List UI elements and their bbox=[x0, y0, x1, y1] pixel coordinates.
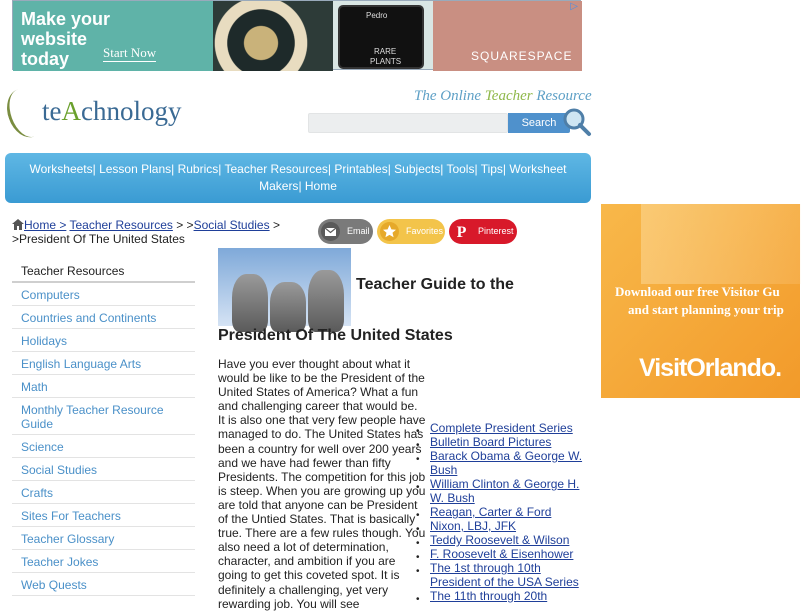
nav-item-worksheet-makers[interactable]: Worksheet Makers bbox=[259, 162, 567, 193]
list-item bbox=[430, 449, 590, 477]
sidebar-item-monthly-teacher-resource-guide[interactable]: Monthly Teacher Resource Guide bbox=[12, 398, 195, 435]
related-link[interactable]: Bulletin Board Pictures bbox=[430, 435, 552, 449]
list-item bbox=[430, 519, 590, 533]
ad-device-image bbox=[338, 5, 424, 69]
ad-brand: SQUARESPACE bbox=[471, 49, 573, 63]
breadcrumb-teacher-resources[interactable]: Teacher Resources bbox=[69, 218, 173, 232]
mount-rushmore-image bbox=[218, 248, 351, 326]
related-link[interactable]: Reagan, Carter & Ford bbox=[430, 505, 552, 519]
breadcrumb-home[interactable]: Home > bbox=[24, 218, 67, 232]
related-link[interactable]: William Clinton & George H. W. Bush bbox=[430, 477, 580, 505]
logo-text: teAchnology bbox=[42, 96, 182, 126]
search-button[interactable]: Search bbox=[508, 113, 570, 133]
ad-artwork bbox=[213, 1, 333, 71]
nav-separator: | bbox=[92, 162, 100, 176]
favorites-share-button[interactable] bbox=[377, 219, 445, 244]
side-ad-line: Download our free Visitor Gu bbox=[615, 284, 780, 299]
sidebar-item-holidays[interactable]: Holidays bbox=[12, 329, 195, 352]
svg-text:P: P bbox=[456, 224, 467, 241]
page-title-line: President Of The United States bbox=[218, 327, 453, 344]
favorites-share-label: Favorites bbox=[406, 226, 444, 236]
breadcrumb-separator: > > bbox=[172, 218, 194, 232]
sidebar-item-computers[interactable]: Computers bbox=[12, 283, 195, 306]
sidebar-item-math[interactable]: Math bbox=[12, 375, 195, 398]
list-item bbox=[430, 533, 590, 547]
search-input[interactable] bbox=[308, 113, 508, 133]
list-item bbox=[430, 589, 590, 603]
related-link[interactable]: The 1st through 10th President of the USA Series bbox=[430, 561, 579, 589]
nav-item-worksheets[interactable]: Worksheets bbox=[29, 162, 93, 176]
pinterest-share-button[interactable] bbox=[449, 219, 517, 244]
nav-separator: | bbox=[502, 162, 510, 176]
ad-headline-line: Make your bbox=[21, 9, 111, 29]
image-face bbox=[232, 274, 268, 332]
pinterest-icon bbox=[452, 222, 471, 241]
list-item bbox=[430, 435, 590, 449]
list-item bbox=[430, 547, 590, 561]
ad-device-label: PLANTS bbox=[370, 57, 402, 66]
related-link[interactable]: F. Roosevelt & Eisenhower bbox=[430, 547, 574, 561]
related-link[interactable]: Nixon, LBJ, JFK bbox=[430, 519, 517, 533]
nav-item-rubrics[interactable]: Rubrics bbox=[177, 162, 219, 176]
email-share-label: Email bbox=[347, 226, 370, 236]
email-share-button[interactable] bbox=[318, 219, 373, 244]
related-link[interactable]: Barack Obama & George W. Bush bbox=[430, 449, 583, 477]
ad-device-label: Pedro bbox=[366, 11, 388, 20]
nav-item-teacher-resources[interactable]: Teacher Resources bbox=[224, 162, 328, 176]
article-body: Have you ever thought about what it would be like to be the President of the United States of America? What a fun and challenging career that would be. It is also one that very few people have managed to do. The United States has been a country for well over 200 years and we have had fewer than fifty Presidents. The competition for this job is steep. When you are growing up you are told that anyone can be President of the Untied States. That is basically true. There are a few rules though. You also need a lot of determination, character, and ambition if you are going to get this coveted spot. It is definitely a challenging, yet very rewarding job. You will see bbox=[218, 357, 426, 611]
page-title-line: Teacher Guide to the bbox=[356, 276, 514, 293]
ad-headline-line: website bbox=[21, 29, 88, 49]
top-advertisement[interactable] bbox=[12, 0, 581, 70]
sidebar-header: Teacher Resources bbox=[12, 259, 195, 283]
related-link[interactable]: The 11th through 20th bbox=[430, 589, 548, 603]
side-ad-line: and start planning your trip bbox=[628, 302, 784, 317]
related-link[interactable]: Teddy Roosevelt & Wilson bbox=[430, 533, 570, 547]
breadcrumb-current: >President Of The United States bbox=[12, 232, 185, 246]
side-ad-brand: VisitOrlando. bbox=[639, 354, 782, 382]
sidebar-item-web-quests[interactable]: Web Quests bbox=[12, 573, 195, 596]
image-face bbox=[270, 282, 306, 332]
nav-separator: | bbox=[218, 162, 225, 176]
nav-separator: | bbox=[440, 162, 447, 176]
sidebar-item-english-language-arts[interactable]: English Language Arts bbox=[12, 352, 195, 375]
nav-separator: | bbox=[387, 162, 395, 176]
side-advertisement[interactable] bbox=[601, 204, 800, 398]
sidebar-item-social-studies[interactable]: Social Studies bbox=[12, 458, 195, 481]
sidebar-item-countries-and-continents[interactable]: Countries and Continents bbox=[12, 306, 195, 329]
nav-separator: | bbox=[327, 162, 335, 176]
nav-separator: | bbox=[171, 162, 178, 176]
site-logo[interactable] bbox=[8, 78, 208, 144]
nav-item-tips[interactable]: Tips bbox=[480, 162, 503, 176]
sidebar-item-teacher-jokes[interactable]: Teacher Jokes bbox=[12, 550, 195, 573]
pinterest-share-label: Pinterest bbox=[478, 226, 514, 236]
ad-choices-icon[interactable]: ▷ bbox=[570, 1, 578, 12]
breadcrumb-social-studies[interactable]: Social Studies bbox=[193, 218, 270, 232]
sidebar-item-science[interactable]: Science bbox=[12, 435, 195, 458]
sidebar-item-teacher-glossary[interactable]: Teacher Glossary bbox=[12, 527, 195, 550]
sidebar-menu bbox=[12, 259, 195, 596]
related-links-list bbox=[430, 421, 590, 603]
nav-item-lesson-plans[interactable]: Lesson Plans bbox=[99, 162, 172, 176]
nav-item-home[interactable]: Home bbox=[304, 179, 337, 193]
breadcrumb-separator: > bbox=[269, 218, 280, 232]
list-item bbox=[430, 505, 590, 519]
star-icon bbox=[380, 222, 399, 241]
ad-cta-link[interactable]: Start Now bbox=[103, 45, 157, 60]
list-item bbox=[430, 421, 590, 435]
nav-separator: | bbox=[298, 179, 305, 193]
nav-item-printables[interactable]: Printables bbox=[334, 162, 388, 176]
ad-headline-line: today bbox=[21, 49, 70, 69]
envelope-icon bbox=[321, 222, 340, 241]
nav-item-tools[interactable]: Tools bbox=[446, 162, 475, 176]
ad-headline bbox=[21, 9, 110, 69]
list-item bbox=[430, 561, 590, 589]
nav-item-subjects[interactable]: Subjects bbox=[394, 162, 441, 176]
home-icon[interactable] bbox=[12, 219, 24, 230]
breadcrumb bbox=[12, 218, 302, 246]
list-item bbox=[430, 477, 590, 505]
site-tagline: The Online Teacher Resource bbox=[414, 88, 592, 104]
ad-device-label: RARE bbox=[374, 47, 397, 56]
magnifier-icon[interactable] bbox=[561, 106, 591, 136]
nav-separator: | bbox=[474, 162, 481, 176]
sidebar-item-crafts[interactable]: Crafts bbox=[12, 481, 195, 504]
sidebar-item-sites-for-teachers[interactable]: Sites For Teachers bbox=[12, 504, 195, 527]
image-face bbox=[308, 270, 344, 332]
related-link[interactable]: Complete President Series bbox=[430, 421, 573, 435]
ad-photo bbox=[641, 204, 801, 284]
main-navigation bbox=[5, 153, 591, 203]
